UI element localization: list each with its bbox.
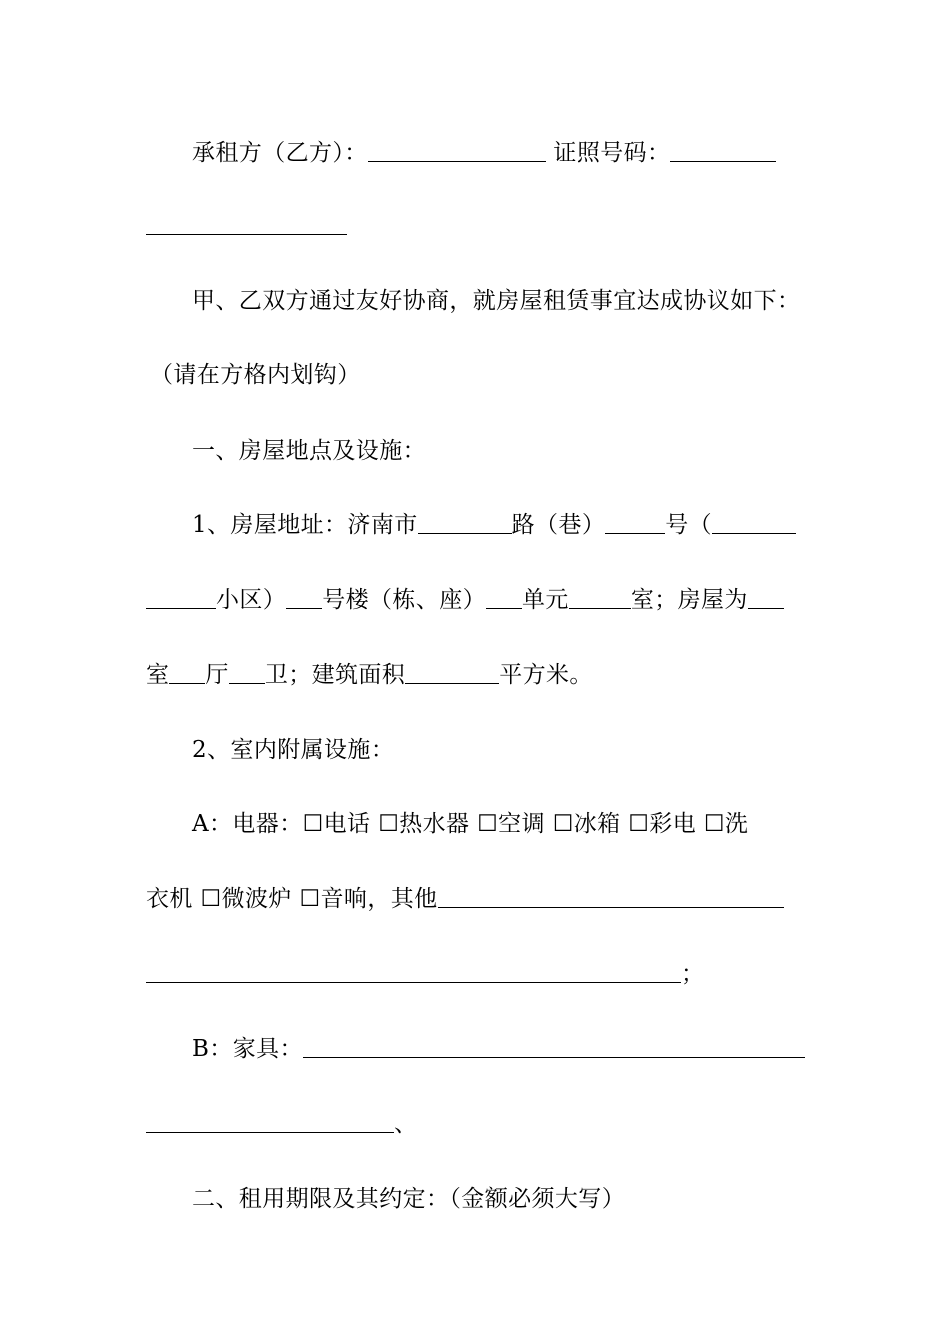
appliance-ac: 空调 [498,811,545,837]
road-blank[interactable] [418,511,512,534]
number-suffix: 号（ [665,512,713,538]
appliance-phone: 电话 [323,811,371,837]
comma-mark: 、 [394,1111,418,1137]
appliances-label: A：电器： [192,811,303,837]
address-label: 1、房屋地址：济南市 [192,512,418,538]
id-number-blank[interactable] [670,139,776,162]
checkbox-icon[interactable]: ☐ [477,811,499,837]
appliances-line-3 [146,958,806,990]
appliance-audio-other: 音响，其他 [320,886,438,912]
room-suffix: 室；房屋为 [630,587,748,613]
wei-label: 卫；建筑面积 [264,662,406,688]
shi-label: 室 [146,662,170,688]
area-blank[interactable] [405,661,499,684]
shi-count-blank[interactable] [748,586,784,609]
check-note: （请在方格内划钩） [150,362,361,388]
lessee-line [192,137,806,169]
furniture-line-1 [192,1033,806,1065]
road-suffix: 路（巷） [511,512,606,538]
checkbox-icon[interactable]: ☐ [628,811,650,837]
checkbox-icon[interactable]: ☐ [552,811,574,837]
lessee-label: 承租方（乙方）： [192,140,368,166]
section1-title: 一、房屋地点及设施： [192,438,426,464]
appliance-water-heater: 热水器 [399,811,470,837]
other-appliances-blank[interactable] [438,885,784,908]
number-blank[interactable] [605,511,665,534]
appliances-line-1 [192,808,806,840]
other-appliances-blank-cont[interactable] [146,960,681,983]
checkbox-icon[interactable]: ☐ [378,811,400,837]
ting-label: 厅 [205,662,229,688]
furniture-line-2 [146,1108,806,1140]
id-number-continuation [146,210,806,242]
address-line-2 [146,584,806,616]
appliance-tv: 彩电 [649,811,697,837]
address-line-3 [146,659,806,691]
furniture-blank-cont[interactable] [146,1110,394,1133]
id-label: 证照号码： [553,140,671,166]
appliance-microwave: 微波炉 [221,886,292,912]
intro-paragraph: 甲、乙双方通过友好协商，就房屋租赁事宜达成协议如下： [192,288,801,314]
appliance-washer-end: 衣机 [146,886,193,912]
room-blank[interactable] [569,586,631,609]
community-suffix: 小区） [216,587,287,613]
building-suffix: 号楼（栋、座） [322,587,487,613]
appliances-line-2 [146,883,806,915]
checkbox-icon[interactable]: ☐ [299,886,321,912]
checkbox-icon[interactable]: ☐ [200,886,222,912]
id-number-blank-cont[interactable] [146,212,347,235]
area-unit: 平方米。 [499,662,593,688]
checkbox-icon[interactable]: ☐ [302,811,324,837]
wei-count-blank[interactable] [229,661,265,684]
checkbox-icon[interactable]: ☐ [703,811,725,837]
community-blank-cont[interactable] [146,586,216,609]
address-line-1 [192,509,806,541]
unit-suffix: 单元 [522,587,569,613]
furniture-label: B：家具： [192,1036,303,1062]
ting-count-blank[interactable] [169,661,205,684]
lessee-name-blank[interactable] [368,139,546,162]
building-blank[interactable] [286,586,322,609]
community-blank[interactable] [712,511,796,534]
facilities-title: 2、室内附属设施： [192,737,395,763]
section2-title: 二、租用期限及其约定：（金额必须大写） [192,1186,626,1212]
furniture-blank[interactable] [303,1035,805,1058]
appliance-fridge: 冰箱 [573,811,621,837]
appliance-washer-start: 洗 [724,811,749,837]
unit-blank[interactable] [486,586,522,609]
semicolon: ； [681,961,705,987]
